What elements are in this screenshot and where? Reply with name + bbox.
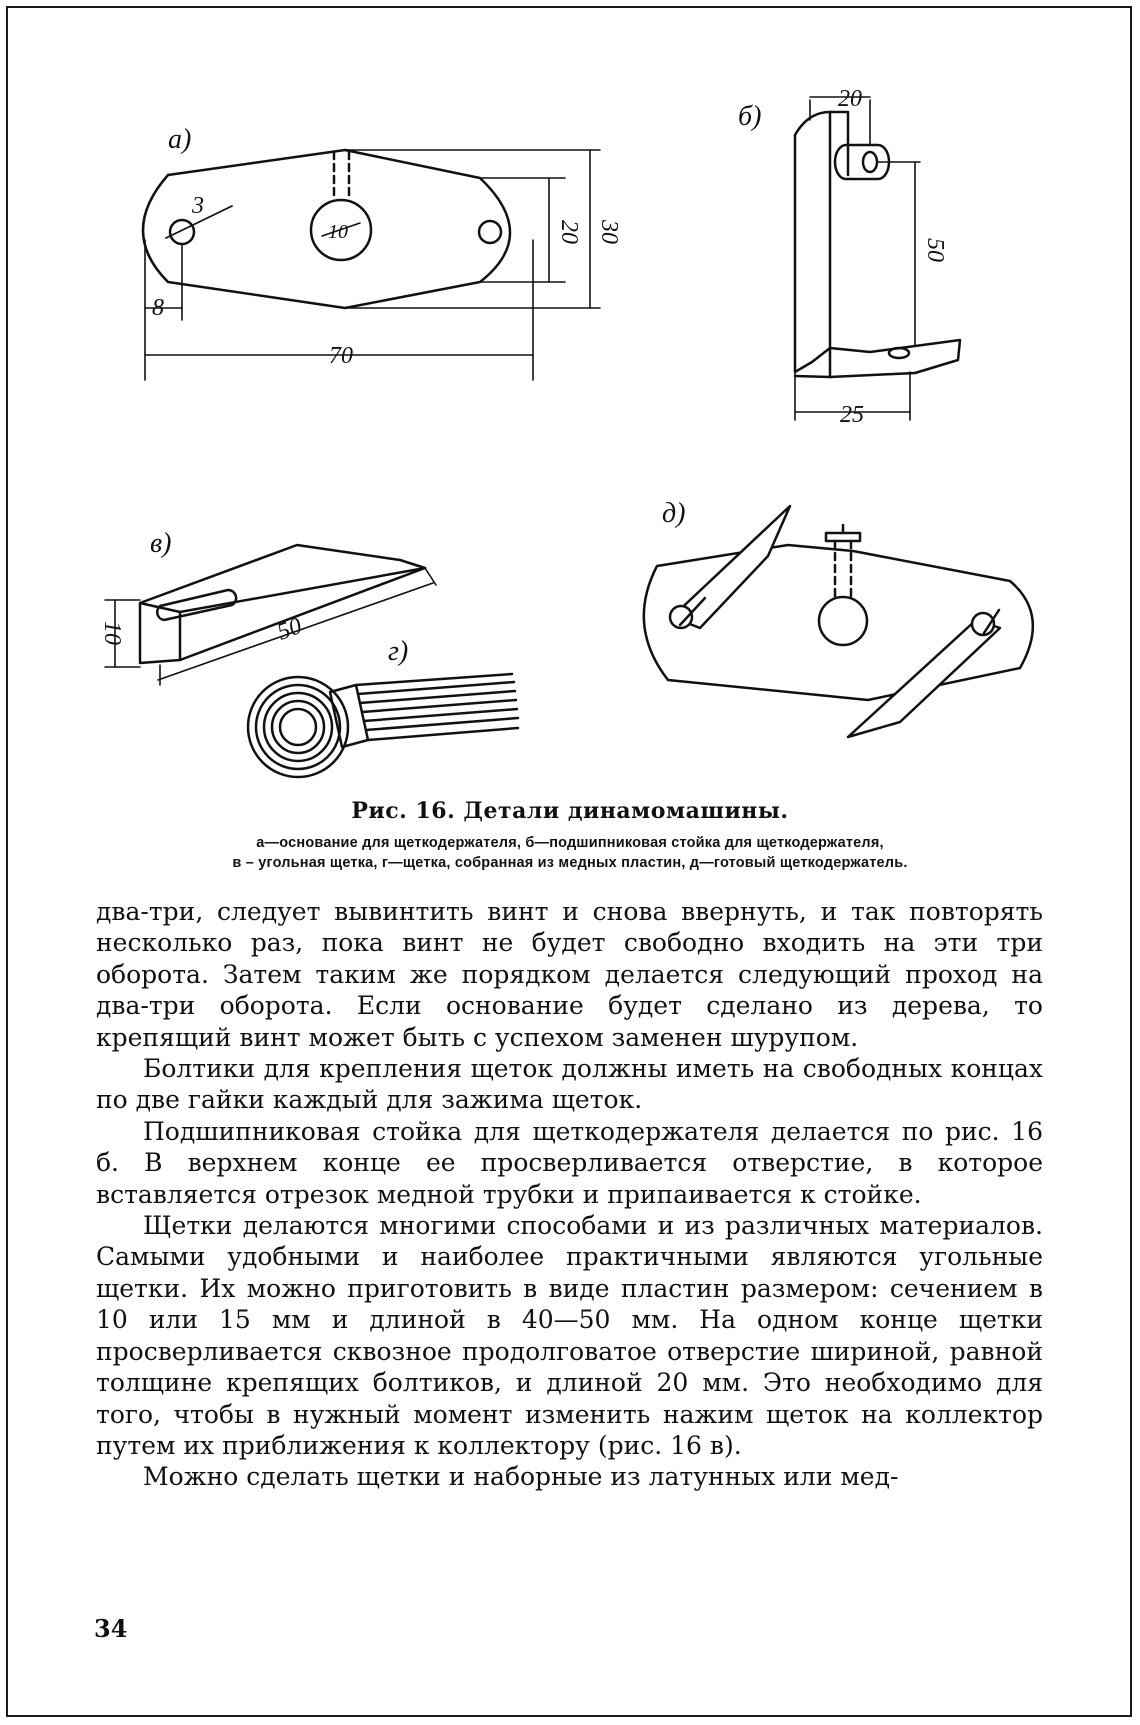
- part-d-brush-holder: [644, 506, 1033, 737]
- part-g-copper-brush: [248, 674, 518, 777]
- figure-caption-title: Рис. 16. Детали динамомашины.: [351, 798, 789, 824]
- figure-16-illustration: [0, 0, 1140, 800]
- dim-a-center-hole: 10: [328, 221, 348, 243]
- dim-v-width: 10: [99, 621, 125, 645]
- part-v-carbon-brush: [105, 545, 436, 685]
- dim-a-length: 70: [329, 343, 353, 369]
- dim-b-base: 25: [840, 402, 864, 428]
- part-v-label: в): [150, 528, 172, 559]
- dim-a-hole: 3: [192, 193, 204, 219]
- part-a-base-plate: [143, 150, 600, 380]
- dim-v-length: 50: [273, 613, 306, 646]
- part-d-label: д): [662, 498, 686, 529]
- dim-b-height: 50: [922, 238, 948, 262]
- figure-legend: [100, 833, 1040, 873]
- paragraph: Подшипниковая стойка для щеткодержателя делается по рис. 16 б. В верхнем конце ее просверливается отверстие, в которое вставляется отрезок медной трубки и припаивается к стойке.: [96, 1116, 1043, 1209]
- dim-a-height-inner: 20: [556, 220, 582, 244]
- dim-a-height-outer: 30: [596, 220, 622, 244]
- paragraph: Можно сделать щетки и наборные из латунных или мед-: [143, 1462, 899, 1492]
- part-a-label: а): [168, 124, 192, 155]
- paragraph: Щетки делаются многими способами и из различных материалов. Самыми удобными и наиболее практичными являются угольные щетки. Их можно приготовить в виде пластин размером: сечением в 10 или 15 мм и длиной в 40—50 мм. На одном конце щетки просверливается сквозное продолговатое отверстие шириной, равной толщине крепящих болтиков, и длиной 20 мм. Это необходимо для того, чтобы в нужный момент изменить нажим щеток на коллектор путем их приближения к коллектору (рис. 16 в).: [96, 1211, 1043, 1460]
- part-g-label: г): [388, 636, 409, 667]
- figure-legend-line: в – угольная щетка, г—щетка, собранная из медных пластин, д—готовый щеткодержатель.: [232, 855, 908, 871]
- part-b-label: б): [738, 101, 762, 132]
- body-text: [96, 896, 1043, 1493]
- dim-a-edge-offset: 8: [152, 295, 164, 321]
- dim-b-width: 20: [838, 86, 862, 112]
- paragraph: Болтики для крепления щеток должны иметь на свободных концах по две гайки каждый для зажима щеток.: [96, 1054, 1043, 1115]
- page-number: 34: [94, 1614, 128, 1643]
- paragraph-continued: два-три, следует вывинтить винт и снова ввернуть, и так повторять несколько раз, пока винт не будет свободно входить на эти три оборота. Затем таким же порядком делается следующий проход на два-три оборота. Если основание будет сделано из дерева, то крепящий винт может быть с успехом заменен шурупом.: [96, 897, 1043, 1052]
- figure-legend-line: а—основание для щеткодержателя, б—подшипниковая стойка для щеткодержателя,: [256, 835, 884, 851]
